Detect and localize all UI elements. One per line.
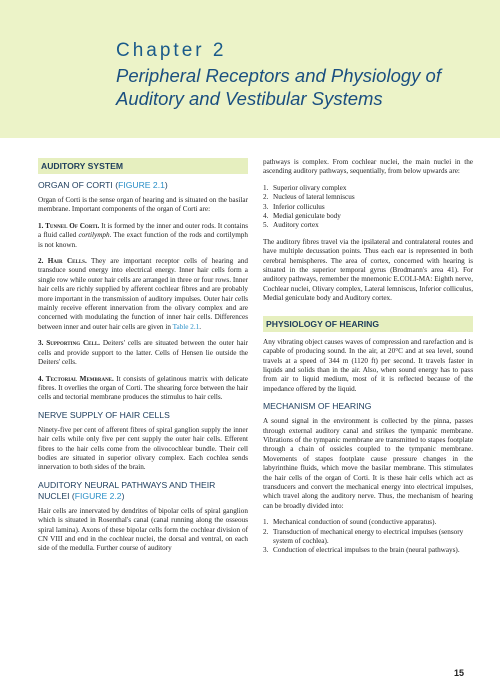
subheading-close: ) — [121, 490, 125, 501]
list-item — [263, 546, 473, 555]
term-hair-cells: 2. Hair Cells. — [38, 257, 87, 266]
list-text: Mechanical conduction of sound (conductive apparatus). — [273, 518, 437, 527]
right-column — [263, 158, 473, 563]
paragraph-continued: pathways is complex. From cochlear nuclei, the main nuclei in the ascending auditory pathways, sequentially, from below upwards are: — [263, 158, 473, 176]
list-item — [263, 518, 473, 527]
supporting-text: Deiters' cells are situated between the outer hair cells and provide support to the latter. Cells of Hensen lie outside the Deiters' cells. — [38, 339, 248, 367]
list-item — [263, 193, 473, 202]
list-text: Nucleus of lateral lemniscus — [273, 193, 355, 202]
left-column — [38, 158, 248, 561]
list-number: 2. — [263, 193, 269, 202]
section-heading-physiology: PHYSIOLOGY OF HEARING — [263, 316, 473, 332]
term-tectorial: 4. Tectorial Membrane. — [38, 374, 114, 383]
list-text: Conduction of electrical impulses to the brain (neural pathways). — [273, 546, 460, 555]
page-number: 15 — [454, 668, 465, 678]
chapter-header-band — [0, 0, 500, 138]
hair-text: They are important receptor cells of hearing and transduce sound energy into electrical energy. Inner hair cells form a single row while outer hair cells are arranged in three or four rows. Inner hair cells are richly supplied by afferent cochlear fibres and are probably more important in the transmission of auditory impulses. Outer hair cells mainly receive efferent innervation from the olivary complex and are concerned with modulating the function of inner hair cells. Differences between inner and outer hair cells are given in — [38, 257, 249, 331]
figure-link[interactable]: FIGURE 2.2 — [74, 490, 122, 501]
mechanism-steps-list — [263, 518, 473, 556]
paragraph-hair-cells — [38, 257, 248, 332]
subheading-mechanism: MECHANISM OF HEARING — [263, 401, 372, 412]
list-item — [263, 184, 473, 193]
list-text: Superior olivary complex — [273, 183, 347, 192]
subheading-neural-pathways — [38, 480, 248, 502]
term-supporting: 3. Supporting Cell. — [38, 339, 100, 348]
chapter-label: Chapter 2 — [116, 40, 227, 61]
list-item — [263, 221, 473, 230]
subheading-text: AUDITORY NEURAL PATHWAYS AND THEIR NUCLEI ( — [38, 479, 216, 501]
figure-link[interactable]: FIGURE 2.1 — [118, 180, 165, 190]
tunnel-end: . The exact function of the rods and cortilymph is not known. — [38, 231, 248, 249]
paragraph-tectorial-membrane — [38, 375, 248, 403]
paragraph-mechanism: A sound signal in the environment is collected by the pinna, passes through external auditory canal and strikes the tympanic membrane. Vibrations of the tympanic membrane are transmitted to stapes footplate through a chain of ossicles coupled to the tympanic membrane. Movements of stapes footplate cause pressure changes in the labyrinthine fluids, which move the basilar membrane. This stimulates the hair cells of the organ of Corti. It is these hair cells which act as transducers and convert the mechanical energy into electrical impulses, which travel along the auditory nerve. Thus, the mechanism of hearing can be broadly divided into: — [263, 417, 473, 510]
term-tunnel: 1. Tunnel Of Corti. — [38, 221, 100, 230]
list-number: 1. — [263, 183, 269, 192]
subheading-organ-of-corti — [38, 180, 248, 191]
paragraph-neural-pathways: Hair cells are innervated by dendrites of bipolar cells of spiral ganglion which is situated in Rosenthal's canal (canal running along the osseous spiral lamina). Axons of these bipolar cells form the cochlear division of CN VIII and end in the cochlear nuclei, the dorsal and ventral, on each side of the medulla. Further course of auditory — [38, 506, 248, 553]
subheading-text: ORGAN OF CORTI ( — [38, 180, 119, 190]
list-text: Auditory cortex — [273, 221, 319, 230]
list-item — [263, 212, 473, 221]
section-heading-auditory-system: AUDITORY SYSTEM — [38, 158, 248, 174]
subheading-nerve-supply: NERVE SUPPLY OF HAIR CELLS — [38, 409, 170, 420]
paragraph-tunnel-of-corti — [38, 222, 248, 250]
list-text: Transduction of mechanical energy to electrical impulses (sensory system of cochlea). — [273, 527, 464, 545]
list-number: 4. — [263, 212, 269, 221]
list-item — [263, 528, 473, 547]
list-number: 3. — [263, 202, 269, 211]
list-item — [263, 203, 473, 212]
chapter-title: Peripheral Receptors and Physiology of Auditory and Vestibular Systems — [116, 65, 441, 109]
subheading-close: ) — [164, 180, 168, 190]
tunnel-text: It is formed by the inner and outer rods. It contains a fluid called — [38, 221, 249, 240]
table-link[interactable]: Table 2.1 — [172, 322, 200, 331]
paragraph-supporting-cell — [38, 339, 248, 367]
tectorial-text: It consists of gelatinous matrix with delicate fibres. It overlies the organ of Corti. The shearing force between the hair cells and tectorial membrane produces the stimulus to hair cells. — [38, 374, 248, 402]
tunnel-italic: cortilymph — [78, 231, 110, 240]
list-number: 5. — [263, 221, 269, 230]
list-number: 1. — [263, 518, 269, 527]
paragraph-intro: Organ of Corti is the sense organ of hearing and is situated on the basilar membrane. Important components of the organ of Corti are: — [38, 196, 248, 214]
hair-end: . — [199, 322, 202, 331]
paragraph-physiology: Any vibrating object causes waves of compression and rarefaction and is capable of producing sound. In the air, at 20°C and at sea level, sound travels at a speed of 344 m (1120 ft) per second. It travels faster in liquids and solids than in the air. Also, when sound energy has to pass from air to liquid medium, most of it is reflected because of the impedance offered by the liquid. — [263, 337, 473, 393]
paragraph-nerve-supply: Ninety-five per cent of afferent fibres of spiral ganglion supply the inner hair cells while only five per cent supply the outer hair cells. Efferent fibres to the hair cells come from the olivocochlear bundle. Their cell bodies are situated in superior olivary complex. Each cochlea sends innervation to both sides of the brain. — [38, 425, 248, 472]
list-number: 2. — [263, 527, 269, 536]
list-number: 3. — [263, 546, 269, 555]
list-text: Inferior colliculus — [273, 202, 325, 211]
nuclei-list — [263, 184, 473, 231]
list-text: Medial geniculate body — [273, 212, 341, 221]
paragraph-auditory-fibres: The auditory fibres travel via the ipsilateral and contralateral routes and have multiple decussation points. Thus each ear is represented in both cerebral hemispheres. The area of cortex, concerned with hearing is situated in the superior temporal gyrus (Brodmann's area 41). For auditory pathways, remember the mnemonic E.COLI-MA: Eighth nerve, Cochlear nuclei, Olivary complex, Lateral lemniscus, Inferior colliculus, Medial geniculate body and Auditory cortex. — [263, 237, 473, 303]
